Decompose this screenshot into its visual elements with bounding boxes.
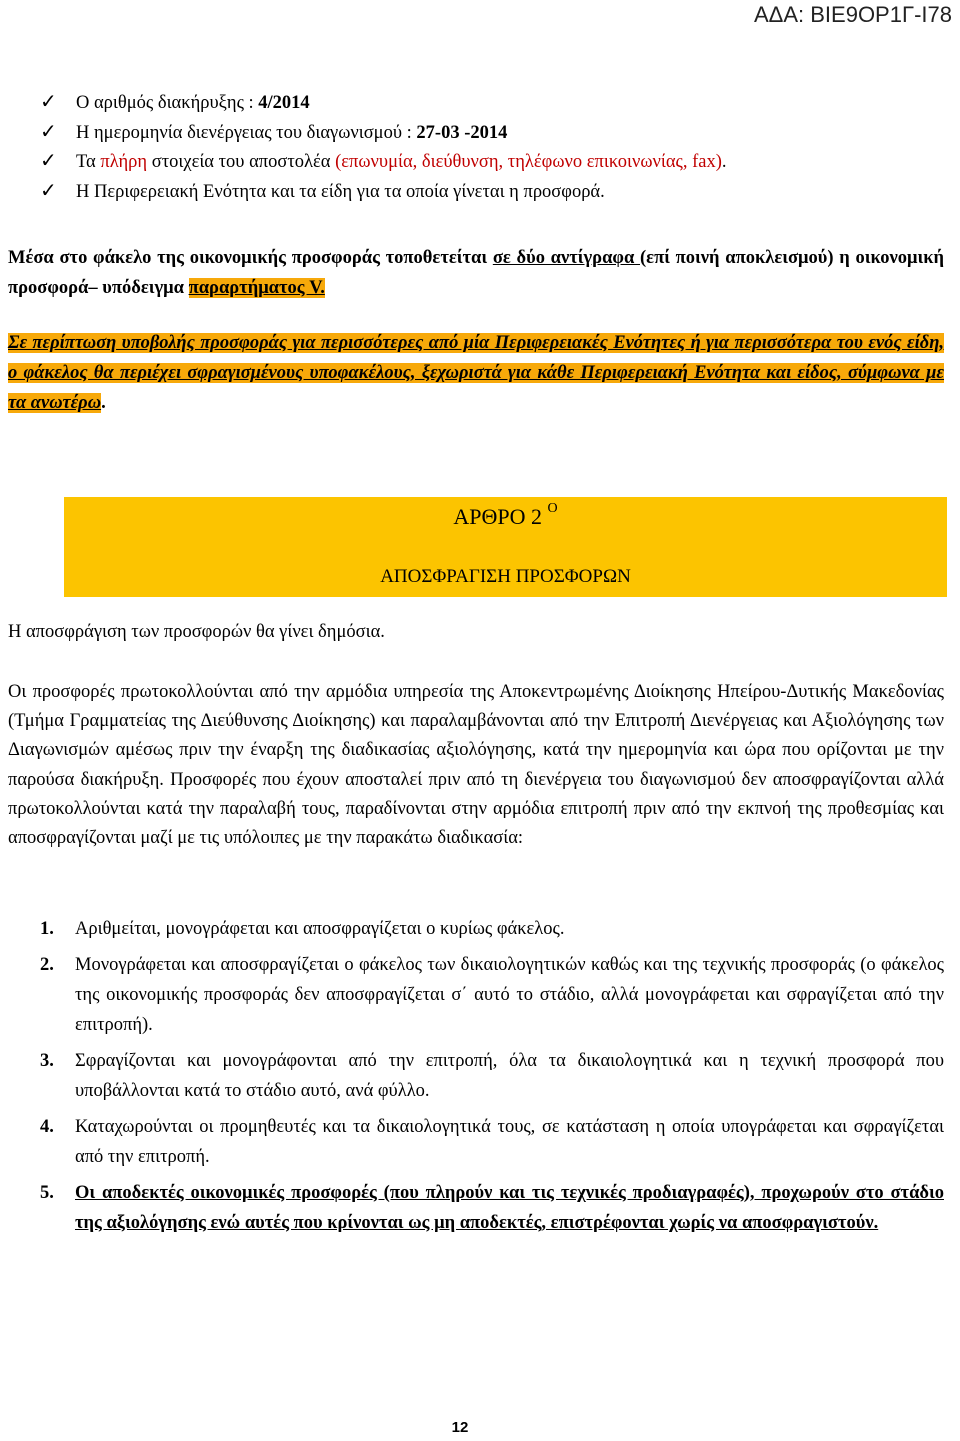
checklist-item — [40, 118, 940, 148]
page-number: 12 — [451, 1419, 469, 1436]
article-subtitle: ΑΠΟΣΦΡΑΓΙΣΗ ΠΡΟΣΦΟΡΩΝ — [380, 566, 631, 587]
opening-statement: Η αποσφράγιση των προσφορών θα γίνει δημόσια. — [8, 622, 385, 642]
ada-code: ΑΔΑ: ΒΙΕ9ΟΡ1Γ-Ι78 — [753, 2, 952, 27]
checklist — [40, 88, 940, 206]
list-text: Σφραγίζονται και μονογράφονται από την επιτροπή, όλα τα δικαιολογητικά και η τεχνική προσφορά που υποβάλλονται κατά το στάδιο αυτό, ανά φύλλο. — [75, 1051, 944, 1101]
list-text: Μονογράφεται και αποσφραγίζεται ο φάκελος των δικαιολογητικών καθώς και της τεχνικής προσφοράς (ο φάκελος της οικονομικής προσφοράς δεν αποσφραγίζεται σ΄ αυτό το στάδιο, αλλά μονογράφεται και σφραγίζεται από την επιτροπή). — [75, 955, 944, 1035]
list-text: Οι αποδεκτές οικονομικές προσφορές (που πληρούν και τις τεχνικές προδιαγραφές), προχωρούν στο στάδιο της αξιολόγησης ενώ αυτές που κρίνονται ως μη αποδεκτές, επιστρέφονται χωρίς να αποσφραγιστούν. — [75, 1183, 944, 1233]
checklist-item — [40, 88, 940, 118]
checklist-text: Ο αριθμός διακήρυξης : 4/2014 — [76, 93, 310, 113]
multiple-units-notice: Σε περίπτωση υποβολής προσφοράς για περισσότερες από μία Περιφερειακές Ενότητες ή για περισσότερα του ενός είδη, ο φάκελος θα περιέχει σφραγισμένους υποφακέλους, ξεχωριστά για κάθε Περιφερειακή Ενότητα και είδος, σύμφωνα με τα ανωτέρω. — [8, 333, 944, 413]
checkmark-icon: ✓ — [40, 150, 57, 172]
article-title: ΑΡΘΡΟ 2 $^O$ — [453, 500, 558, 529]
list-item — [8, 914, 944, 944]
list-number: 5. — [40, 1183, 54, 1203]
checkmark-icon: ✓ — [40, 179, 57, 202]
list-item — [8, 1046, 944, 1106]
list-text: Αριθμείται, μονογράφεται και αποσφραγίζεται ο κυρίως φάκελος. — [75, 919, 565, 939]
checklist-item — [40, 147, 940, 177]
list-number: 3. — [40, 1051, 54, 1071]
list-item — [8, 1112, 944, 1172]
list-number: 4. — [40, 1117, 54, 1137]
procedure-list — [8, 914, 944, 1238]
body-paragraph: Οι προσφορές πρωτοκολλούνται από την αρμόδια υπηρεσία της Αποκεντρωμένης Διοίκησης Ηπείρου-Δυτικής Μακεδονίας (Τμήμα Γραμματείας της Διεύθυνσης Διοίκησης) και παραλαμβάνονται από την Επιτροπή Διενέργειας και Αξιολόγησης των Διαγωνισμών αμέσως πριν την έναρξη της διαδικασίας αξιολόγησης, κατά την ημερομηνία και ώρα που ορίζονται με την παρούσα διακήρυξη. Προσφορές που έχουν αποσταλεί πριν από τη διενέργεια του διαγωνισμού δεν αποσφραγίζονται αλλά πρωτοκολλούνται κατά την παραλαβή τους, παραδίνονται στην αρμόδια επιτροπή πριν από την εκπνοή της προθεσμίας και αποσφραγίζονται μαζί με τις υπόλοιπες με την παρακάτω διαδικασία: — [8, 682, 944, 849]
checkmark-icon: ✓ — [40, 120, 57, 143]
list-item — [8, 950, 944, 1040]
list-item — [8, 1178, 944, 1238]
list-text: Καταχωρούνται οι προμηθευτές και τα δικαιολογητικά τους, σε κατάσταση η οποία υπογράφεται και σφραγίζεται από την επιτροπή. — [75, 1117, 944, 1167]
checklist-text: Η Περιφερειακή Ενότητα και τα είδη για τα οποία γίνεται η προσφορά. — [76, 181, 605, 202]
checkmark-icon: ✓ — [40, 91, 57, 113]
envelope-instructions: Μέσα στο φάκελο της οικονομικής προσφοράς τοποθετείται σε δύο αντίγραφα (επί ποινή αποκλεισμού) η οικονομική προσφορά– υπόδειγμα παραρτήματος V. — [8, 248, 944, 298]
checklist-text: Τα πλήρη στοιχεία του αποστολέα (επωνυμία, διεύθυνση, τηλέφωνο επικοινωνίας, fax). — [76, 152, 727, 172]
list-number: 2. — [40, 955, 54, 975]
checklist-text: Η ημερομηνία διενέργειας του διαγωνισμού : 27-03 -2014 — [76, 122, 508, 143]
list-number: 1. — [40, 919, 54, 939]
checklist-item — [40, 177, 940, 207]
